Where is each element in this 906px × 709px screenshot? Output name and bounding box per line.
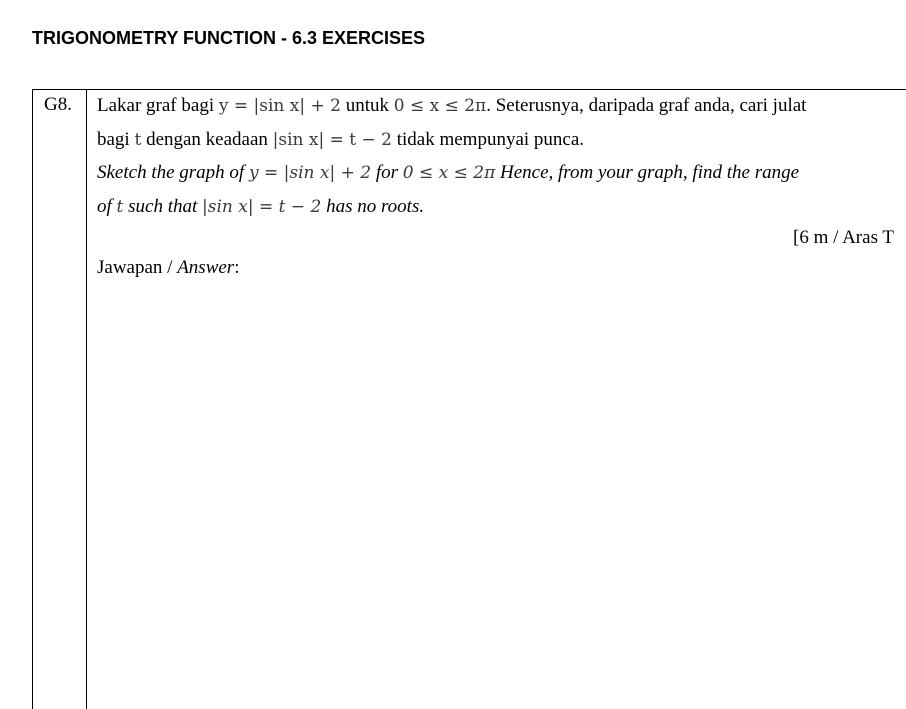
english-text: such that [123, 195, 203, 217]
equation-y: y = |sin x| + 2 [218, 96, 341, 116]
malay-text: bagi [97, 128, 135, 150]
variable-t: t [116, 196, 124, 217]
page-heading: TRIGONOMETRY FUNCTION - 6.3 EXERCISES [32, 28, 426, 48]
variable-t: t [134, 129, 142, 150]
marks-label: [6 m / Aras T [793, 227, 894, 248]
english-text: has no roots. [321, 195, 425, 217]
domain-equation: 0 ≤ x ≤ 2π [402, 163, 496, 183]
malay-text: untuk [340, 95, 394, 116]
equation-t: |sin x| = t − 2 [272, 129, 392, 150]
malay-line-1 [97, 94, 906, 128]
answer-label-english: Answer [177, 257, 235, 278]
english-line-1 [97, 161, 906, 195]
answer-colon: : [234, 257, 240, 278]
malay-text: dengan keadaan [141, 128, 273, 150]
answer-label-malay: Jawapan / [97, 257, 178, 278]
malay-text: Lakar graf bagi [97, 95, 219, 116]
question-number: G8. [44, 94, 72, 115]
malay-text: . Seterusnya, daripada graf anda, cari julat [486, 95, 807, 116]
english-line-2 [97, 195, 906, 229]
malay-text: tidak mempunyai punca. [391, 128, 585, 150]
english-text: for [371, 162, 403, 183]
domain-equation: 0 ≤ x ≤ 2π [393, 96, 487, 116]
english-text: Hence, from your graph, find the range [495, 162, 800, 183]
equation-t: |sin x| = t − 2 [202, 196, 322, 217]
question-table [32, 89, 906, 709]
english-text: of [97, 195, 117, 217]
answer-label [97, 257, 239, 279]
malay-line-2 [97, 128, 906, 162]
english-text: Sketch the graph of [97, 162, 249, 183]
question-content [97, 94, 906, 278]
question-number-cell [33, 90, 87, 709]
equation-y: y = |sin x| + 2 [248, 163, 372, 183]
